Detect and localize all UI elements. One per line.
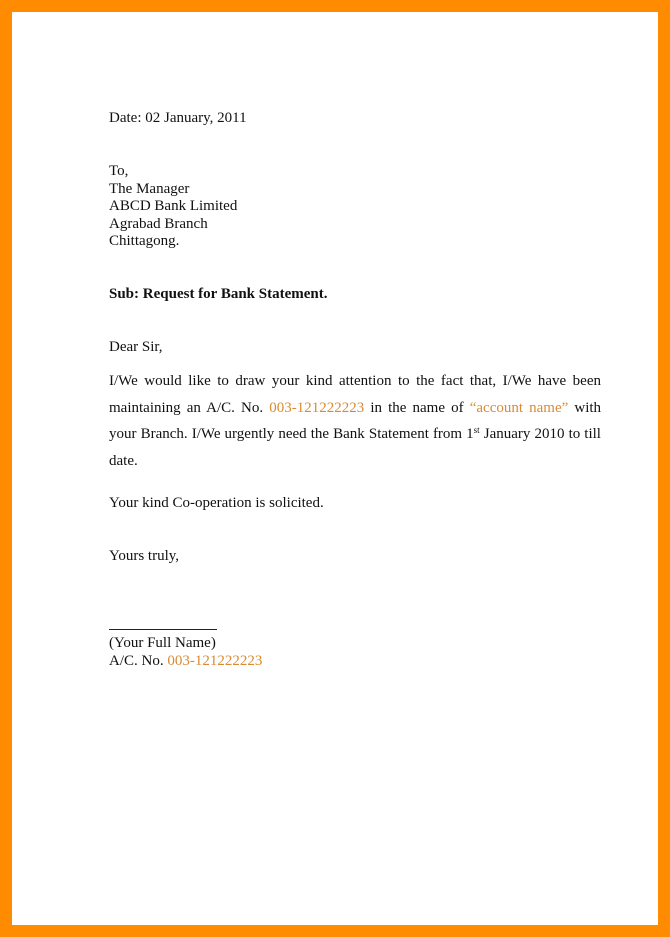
recipient-city: Chittagong. (109, 233, 180, 249)
signature-name: (Your Full Name) (109, 635, 216, 651)
letter-cooperation: Your kind Co-operation is solicited. (109, 495, 324, 511)
letter-date: Date: 02 January, 2011 (109, 110, 247, 126)
letter-body (109, 368, 601, 474)
signature-line (109, 629, 217, 630)
recipient-bank: ABCD Bank Limited (109, 198, 238, 214)
recipient-title: The Manager (109, 181, 190, 197)
letter-subject: Sub: Request for Bank Statement. (109, 286, 328, 302)
body-request-text: with your Branch. I/We urgently need the Bank Statement from 1 (109, 399, 602, 442)
signature-account-label: A/C. No. (109, 653, 164, 669)
letter-salutation: Dear Sir, (109, 339, 163, 355)
recipient-branch: Agrabad Branch (109, 216, 208, 232)
signature-account (109, 652, 262, 670)
body-intro: I/We would like to draw your kind attention to the fact that, I/We have been maintaining an A/C. No. (109, 373, 601, 416)
body-date-text: January 2010 to till date. (109, 426, 601, 469)
body-name-text: in the name of (370, 399, 464, 416)
body-ordinal-suffix: st (473, 425, 480, 435)
body-account-name: “account name” (469, 399, 569, 416)
body-account-number: 003-121222223 (269, 399, 365, 416)
recipient-to: To, (109, 163, 129, 179)
letter-closing: Yours truly, (109, 548, 180, 564)
signature-account-number: 003-121222223 (167, 653, 263, 669)
